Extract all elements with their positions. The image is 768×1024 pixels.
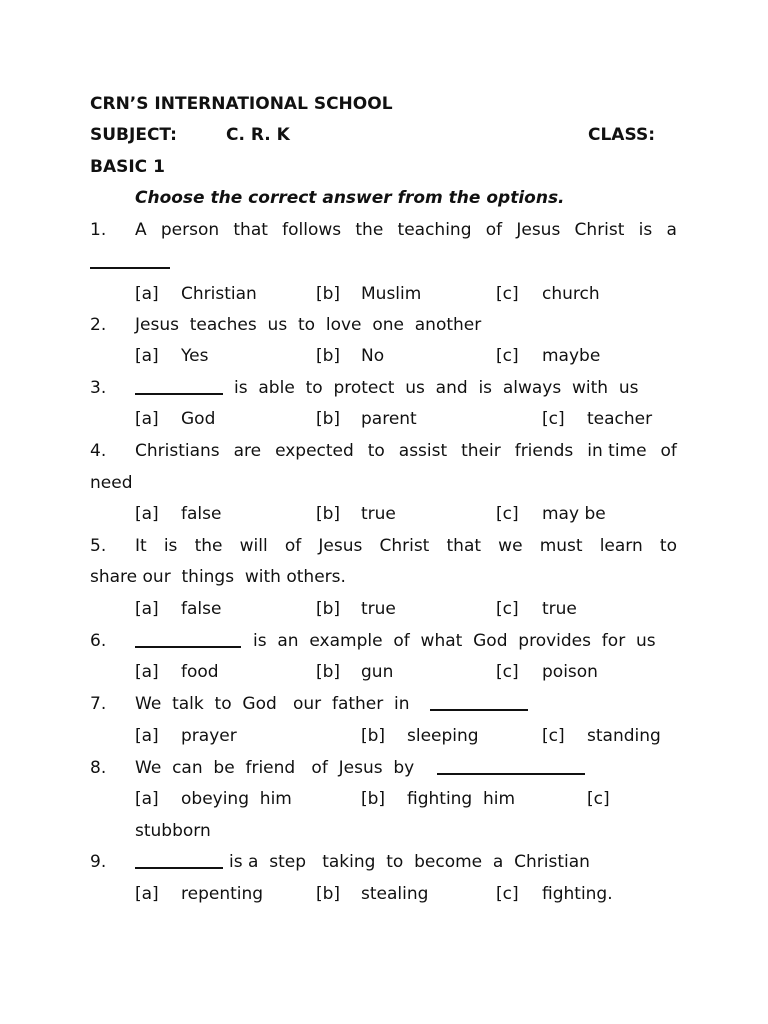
option-b-text: gun [361, 662, 394, 682]
option-b-label: [b] [316, 884, 341, 904]
question-number: 2. [90, 315, 107, 335]
option-a-label: [a] [135, 284, 159, 304]
answer-blank [430, 694, 528, 716]
option-c-label: [c] [542, 409, 565, 429]
option-a-label: [a] [135, 789, 159, 809]
option-b-label: [b] [361, 726, 386, 746]
question-number: 3. [90, 378, 107, 398]
option-a-text: Christian [181, 284, 257, 304]
answer-blank [135, 852, 223, 874]
answer-blank [437, 758, 585, 780]
option-c-text: church [542, 284, 600, 304]
class-value: BASIC 1 [90, 157, 165, 177]
option-a-text: prayer [181, 726, 237, 746]
answer-blank [135, 378, 223, 400]
option-c-label: [c] [496, 346, 519, 366]
option-b-text: No [361, 346, 385, 366]
question-number: 9. [90, 852, 107, 872]
option-b-text: fighting him [407, 789, 516, 809]
option-a-label: [a] [135, 726, 159, 746]
option-b-label: [b] [316, 284, 341, 304]
question-text: is a step taking to become a Christian [229, 852, 590, 872]
option-c-label: [c] [496, 599, 519, 619]
option-c-label: [c] [542, 726, 565, 746]
option-b-text: true [361, 599, 396, 619]
option-a-label: [a] [135, 346, 159, 366]
option-a-text: false [181, 599, 222, 619]
option-a-text: repenting [181, 884, 264, 904]
option-c-label: [c] [496, 284, 519, 304]
option-c-label: [c] [496, 884, 519, 904]
option-b-label: [b] [316, 504, 341, 524]
option-a-text: God [181, 409, 216, 429]
option-c-label: [c] [496, 662, 519, 682]
question-number: 5. [90, 536, 107, 556]
option-b-label: [b] [316, 599, 341, 619]
option-c-text: teacher [587, 409, 653, 429]
option-c-text: maybe [542, 346, 601, 366]
option-c-text: fighting. [542, 884, 613, 904]
option-b-label: [b] [316, 346, 341, 366]
class-label: CLASS: [588, 125, 655, 145]
question-number: 7. [90, 694, 107, 714]
option-a-label: [a] [135, 504, 159, 524]
option-a-text: false [181, 504, 222, 524]
option-c-label: [c] [496, 504, 519, 524]
question-text-continued: need [90, 473, 133, 493]
question-text-continued: share our things with others. [90, 567, 346, 587]
option-c-label: [c] [587, 789, 610, 809]
option-b-label: [b] [316, 662, 341, 682]
option-a-text: Yes [181, 346, 209, 366]
answer-blank [90, 252, 170, 274]
option-b-label: [b] [316, 409, 341, 429]
option-b-text: Muslim [361, 284, 422, 304]
question-text: A person that follows the teaching of Jesus Christ is a [135, 220, 677, 240]
question-text: It is the will of Jesus Christ that we must learn to [135, 536, 677, 556]
question-text: Christians are expected to assist their friends in time of [135, 441, 677, 461]
subject-label: SUBJECT: [90, 125, 177, 145]
question-text: We talk to God our father in [135, 694, 410, 714]
option-b-text: sleeping [407, 726, 479, 746]
question-text: is able to protect us and is always with us [234, 378, 639, 398]
option-a-label: [a] [135, 599, 159, 619]
option-b-text: stealing [361, 884, 429, 904]
option-b-label: [b] [361, 789, 386, 809]
option-a-label: [a] [135, 884, 159, 904]
question-number: 1. [90, 220, 107, 240]
question-text: Jesus teaches us to love one another [135, 315, 482, 335]
question-number: 8. [90, 758, 107, 778]
school-name: CRN’S INTERNATIONAL SCHOOL [90, 94, 393, 114]
option-c-text: may be [542, 504, 606, 524]
question-number: 6. [90, 631, 107, 651]
option-c-text: standing [587, 726, 661, 746]
option-a-label: [a] [135, 409, 159, 429]
option-a-label: [a] [135, 662, 159, 682]
option-a-text: obeying him [181, 789, 292, 809]
option-c-text: poison [542, 662, 598, 682]
subject-value: C. R. K [226, 125, 290, 145]
option-c-text: true [542, 599, 577, 619]
answer-blank [135, 631, 241, 653]
option-a-text: food [181, 662, 219, 682]
question-text: is an example of what God provides for us [253, 631, 656, 651]
option-c-text: stubborn [135, 821, 211, 841]
question-text: We can be friend of Jesus by [135, 758, 415, 778]
instruction: Choose the correct answer from the options. [135, 188, 565, 208]
option-b-text: parent [361, 409, 417, 429]
question-number: 4. [90, 441, 107, 461]
option-b-text: true [361, 504, 396, 524]
